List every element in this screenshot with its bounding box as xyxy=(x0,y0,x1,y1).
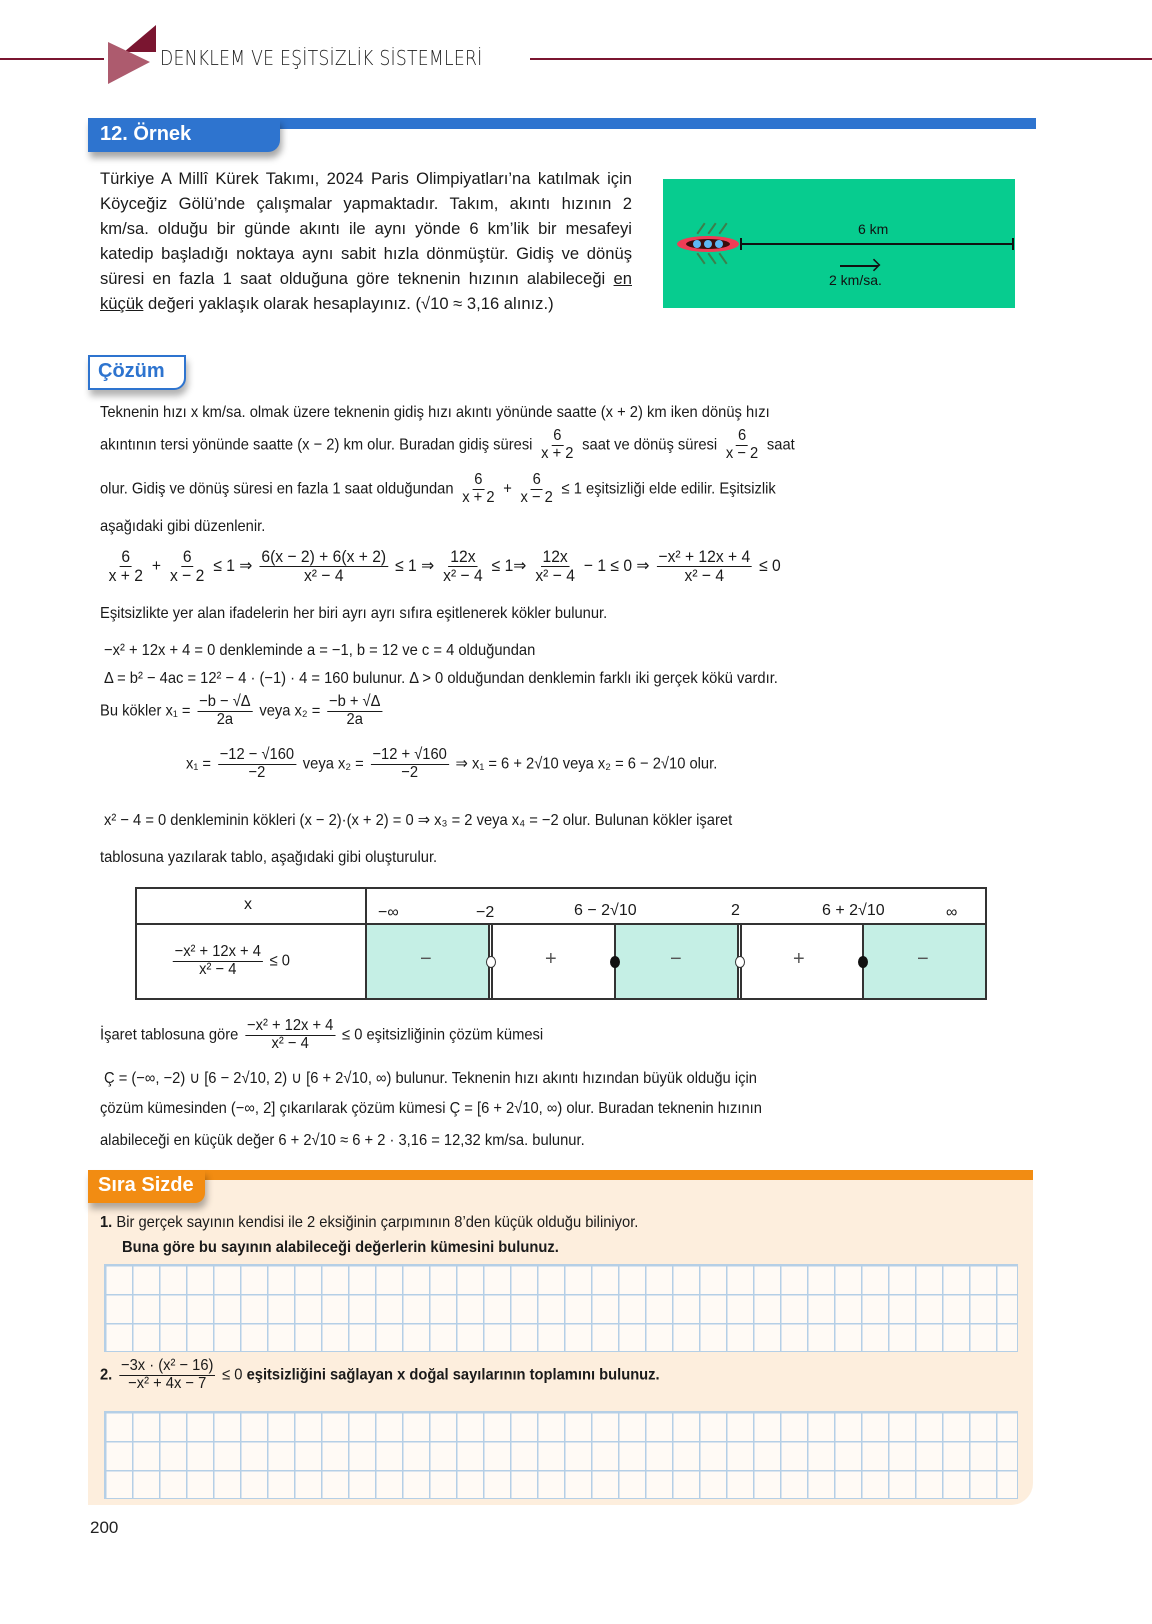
fraction: $\frac{-b + √\Delta}{2a}$ xyxy=(328,693,381,728)
text: Teknenin hızı x km/sa. olmak üzere teknenin gidiş hızı akıntı yönünde saatte xyxy=(100,404,597,421)
fraction: $\frac{12x}{\text{x² − 4}}$ xyxy=(443,547,483,585)
answer-grid-2[interactable] xyxy=(104,1411,1018,1499)
sign-value: − xyxy=(670,948,682,970)
conclusion-line-3: çözüm kümesinden (−∞, 2] çıkarılarak çözüm kümesi Ç = [6 + 2√10, ∞) olur. Buradan teknenin hızının xyxy=(100,1100,762,1117)
fraction: $\frac{6}{x + 2}$ xyxy=(108,547,143,585)
math-expr: x₁ = xyxy=(165,702,191,720)
text: km olur. Buradan gidiş süresi xyxy=(343,436,533,454)
open-circle-icon xyxy=(486,956,496,968)
problem-emphasis: en küçük xyxy=(100,269,632,313)
math-expr: x₁ = xyxy=(186,755,212,773)
root-formula xyxy=(100,694,385,729)
fraction: $\frac{6(x - 2) + 6(x + 2)}{\text{x² − 4}}$ xyxy=(261,547,387,585)
question-text: eşitsizliğini sağlayan x doğal sayılarının toplamını bulunuz. xyxy=(246,1366,660,1384)
filled-circle-icon xyxy=(610,956,620,968)
fraction: $\frac{\text{−3x · (x² − 16)}}{\text{−x² + 4x − 7}}$ xyxy=(120,1357,214,1392)
math-op: + xyxy=(503,480,512,498)
math-op: ≤ 1 xyxy=(561,480,582,498)
question-number: 2. xyxy=(100,1366,113,1384)
solution-line-6 xyxy=(104,642,535,660)
distance-label: 6 km xyxy=(858,221,889,237)
sign-table-column-divider xyxy=(365,887,367,1000)
solution-line-7 xyxy=(104,670,778,688)
math-expr: −x² + 12x + 4 = 0 xyxy=(104,642,216,659)
text: veya xyxy=(259,702,291,720)
fraction: $\frac{6}{x + 2}$ xyxy=(541,427,574,462)
fraction: $\frac{6}{x + 2}$ xyxy=(462,471,495,506)
sign-table-divider xyxy=(135,923,987,925)
math-expr: Δ = b² − 4ac = 12² − 4 · (−1) · 4 = 160 xyxy=(104,670,349,687)
text: eşitsizliği elde edilir. Eşitsizlik xyxy=(586,480,776,498)
question-1 xyxy=(100,1214,638,1232)
text: denkleminde a = −1, b = 12 ve c = 4 olduğundan xyxy=(219,642,536,659)
text: denkleminin kökleri (x − 2)·(x + 2) = 0 ⇒ x₃ = 2 veya x₄ = −2 olur. Bulunan kökler işaret xyxy=(170,812,733,829)
fraction: $\frac{\text{−x² + 12x + 4}}{\text{x² − 4}}$ xyxy=(246,1017,334,1052)
text: eşitsizliğinin çözüm kümesi xyxy=(366,1026,544,1044)
problem-hint: (√10 ≈ 3,16 alınız.) xyxy=(415,294,554,313)
chapter-title: DENKLEM VE EŞİTSİZLİK SİSTEMLERİ xyxy=(160,46,483,70)
text: İşaret tablosuna göre xyxy=(100,1026,239,1044)
fraction: $\frac{6}{x - 2}$ xyxy=(520,471,553,506)
filled-circle-icon xyxy=(858,956,868,968)
table-header-x: x xyxy=(244,896,252,913)
solution-line-3 xyxy=(100,472,776,507)
distance-tick-end xyxy=(1012,238,1014,250)
question-number: 1. xyxy=(100,1214,113,1231)
question-2 xyxy=(100,1358,660,1393)
fraction: $\frac{-12 + √160}{-2}$ xyxy=(372,746,447,781)
header-rule-left xyxy=(0,58,104,60)
text: saat ve dönüş süresi xyxy=(582,436,718,454)
open-circle-icon xyxy=(735,956,745,968)
distance-line xyxy=(741,243,1013,245)
text: akıntının tersi yönünde saatte xyxy=(100,436,294,454)
math-expr: ⇒ x₁ = 6 + 2√10 veya x₂ = 6 − 2√10 olur. xyxy=(455,755,718,773)
math-expr: (x + 2) xyxy=(600,404,643,421)
rower-icon xyxy=(715,240,723,248)
x-value: ∞ xyxy=(946,904,958,921)
fraction: $\frac{6}{x - 2}$ xyxy=(725,427,759,462)
example-label: 12. Örnek xyxy=(88,118,280,152)
rower-icon xyxy=(704,240,712,248)
practice-label: Sıra Sizde xyxy=(88,1170,205,1203)
conclusion-line-2: Ç = (−∞, −2) ∪ [6 − 2√10, 2) ∪ [6 + 2√10, ∞) bulunur. Teknenin hızı akıntı hızından büyük olduğu için xyxy=(104,1070,757,1087)
text: saat xyxy=(766,436,795,454)
math-expr: x² − 4 = 0 xyxy=(104,812,167,829)
x-value: −2 xyxy=(476,904,495,921)
example-header-bar xyxy=(268,118,1036,129)
math-expr: (x − 2) xyxy=(297,436,340,454)
text: km iken dönüş hızı xyxy=(646,404,770,421)
current-speed-label: 2 km/sa. xyxy=(829,272,882,288)
solution-line-10: tablosuna yazılarak tablo, aşağıdaki gibi oluşturulur. xyxy=(100,849,438,866)
sign-value: + xyxy=(793,948,805,970)
sign-value: − xyxy=(917,948,929,970)
root-calculation xyxy=(186,747,717,782)
conclusion-line-1 xyxy=(100,1018,543,1053)
fraction: $\frac{\text{−x² + 12x + 4}}{\text{x² − 4}}$ xyxy=(658,547,751,585)
solution-label: Çözüm xyxy=(88,355,186,390)
table-header-expression: $\frac{\text{−x² + 12x + 4}}{\text{x² − 4}}$ ≤ 0 xyxy=(174,943,290,978)
fraction: $\frac{-12 - √160}{-2}$ xyxy=(219,746,295,781)
equation-chain: $\frac{6}{x + 2}$ + $\frac{6}{x - 2}$ ≤ 1 ⇒ $\frac{6(x - 2) + 6(x + 2)}{\text{x² − 4}}$ ≤ 1 ⇒ $\frac{12x}{\text{x² − 4}}$ ≤ 1⇒ $\frac{12x}{\text{x² − 4}}$ − 1 ≤ 0 ⇒ $\frac{\text{−x² + 12x + 4}}{\text{x² − 4}}$ ≤ 0 xyxy=(108,547,781,585)
math-op: ≤ 0 xyxy=(342,1026,363,1044)
sign-value: + xyxy=(545,948,557,970)
fraction: $\frac{6}{x - 2}$ xyxy=(170,547,205,585)
solution-line-2 xyxy=(100,428,795,463)
answer-grid-1[interactable] xyxy=(104,1264,1018,1352)
x-value: 6 − 2√10 xyxy=(574,902,637,919)
practice-header-bar xyxy=(195,1170,1033,1180)
chapter-marker-icon xyxy=(104,22,158,86)
problem-text: Türkiye A Millî Kürek Takımı, 2024 Paris Olimpiyatları’na katılmak için Köyceğiz Gölü’nde çalışmalar yapmaktadır. Takım, akıntı hızının 2 km/sa. olduğu bir günde akıntı ile aynı yönde 6 km’lik bir mesafeyi katedip başladığı noktaya aynı sabit hızla dönmüştür. Gidiş ve dönüş süresi en fazla 1 saat olduğuna göre teknenin hızının alabileceği xyxy=(100,169,632,288)
text: bulunur. Δ > 0 olduğundan denklemin farklı iki gerçek kökü vardır. xyxy=(352,670,778,687)
solution-line-5: Eşitsizlikte yer alan ifadelerin her biri ayrı ayrı sıfıra eşitlenerek kökler bulunur. xyxy=(100,605,608,622)
x-value: 6 + 2√10 xyxy=(822,902,885,919)
solution-line-4: aşağıdaki gibi düzenlenir. xyxy=(100,518,266,535)
text: Bu kökler xyxy=(100,702,162,720)
page-number: 200 xyxy=(90,1518,119,1537)
conclusion-line-4: alabileceği en küçük değer 6 + 2√10 ≈ 6 + 2 · 3,16 = 12,32 km/sa. bulunur. xyxy=(100,1132,585,1149)
header-rule-right xyxy=(530,58,1152,60)
question-1-instruction: Buna göre bu sayının alabileceği değerlerin kümesini bulunuz. xyxy=(122,1239,559,1256)
fraction: $\frac{-b - √\Delta}{2a}$ xyxy=(199,693,251,728)
math-expr: x₂ = xyxy=(294,702,321,720)
solution-line-1 xyxy=(100,404,770,422)
problem-text-end: değeri yaklaşık olarak hesaplayınız. xyxy=(147,294,411,313)
text: olur. Gidiş ve dönüş süresi en fazla 1 saat olduğundan xyxy=(100,480,454,498)
text: veya xyxy=(302,755,334,773)
solution-line-9 xyxy=(104,810,732,830)
math-expr: x₂ = xyxy=(337,755,364,773)
sign-value: − xyxy=(420,948,432,970)
rower-icon xyxy=(693,240,701,248)
problem-statement xyxy=(100,166,632,316)
question-text: Bir gerçek sayının kendisi ile 2 eksiğinin çarpımının 8’den küçük olduğu biliniyor. xyxy=(116,1214,639,1231)
x-value: 2 xyxy=(731,902,740,919)
x-value: −∞ xyxy=(378,904,399,921)
fraction: $\frac{12x}{\text{x² − 4}}$ xyxy=(535,547,575,585)
math-op: ≤ 0 xyxy=(222,1366,243,1384)
